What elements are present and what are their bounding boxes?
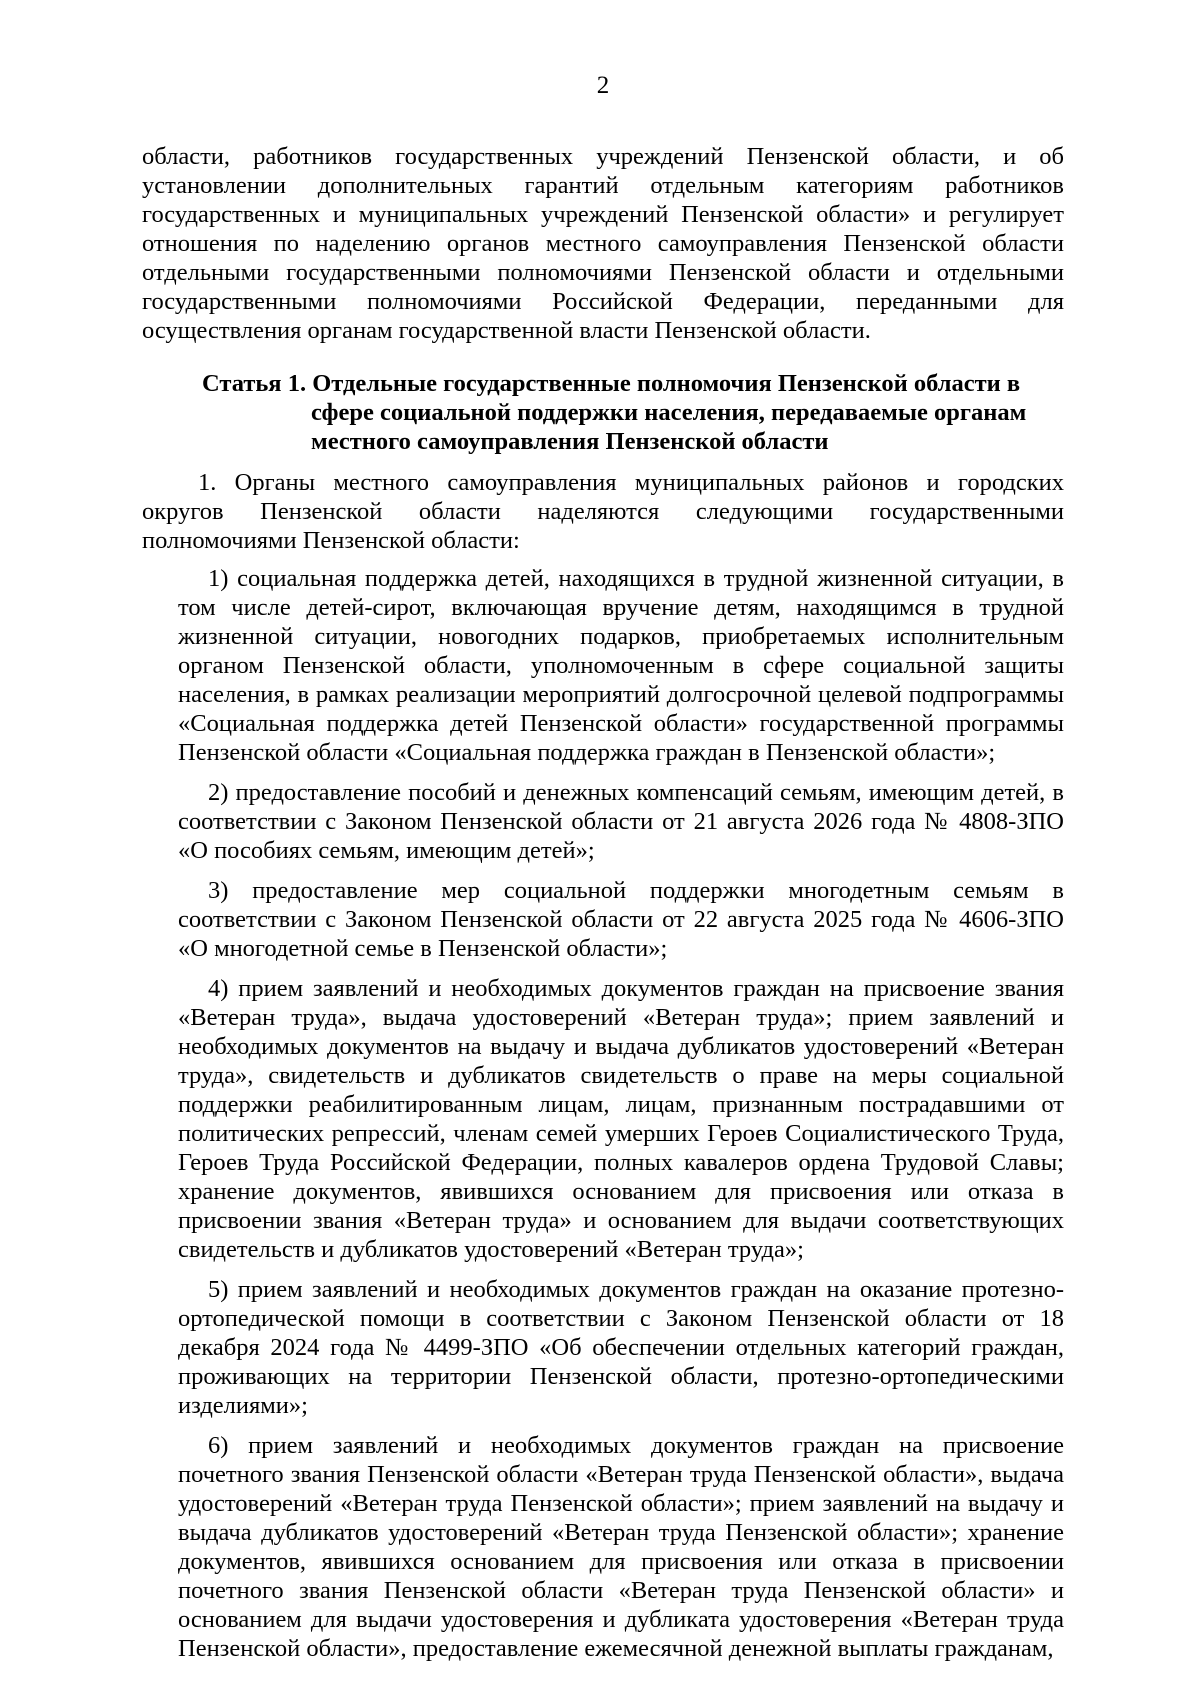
clause-1-paragraph: 1. Органы местного самоуправления муниципальных районов и городских округов Пензенской области наделяются следующими государственными полномочиями Пензенской области: — [142, 469, 1064, 554]
list-item-3: 3) предоставление мер социальной поддержки многодетным семьям в соответствии с Законом Пензенской области от 22 августа 2025 года № 4606-ЗПО «О многодетной семье в Пензенской области»; — [178, 877, 1064, 962]
article-heading-line-1: Статья 1. Отдельные государственные полномочия Пензенской области в — [202, 370, 1021, 397]
list-item-2: 2) предоставление пособий и денежных компенсаций семьям, имеющим детей, в соответствии с Законом Пензенской области от 21 августа 2026 года № 4808-ЗПО «О пособиях семьям, имеющим детей»; — [178, 779, 1064, 864]
list-item-4: 4) прием заявлений и необходимых документов граждан на присвоение звания «Ветеран труда», выдача удостоверений «Ветеран труда»; прием заявлений и необходимых документов на выдачу и выдача дубликатов удостоверений «Ветеран труда», свидетельств и дубликатов свидетельств о праве на меры социальной поддержки реабилитированным лицам, лицам, признанным пострадавшими от политических репрессий, членам семей умерших Героев Социалистического Труда, Героев Труда Российской Федерации, полных кавалеров ордена Трудовой Славы; хранение документов, явившихся основанием для присвоения или отказа в присвоении звания «Ветеран труда» и основанием для выдачи соответствующих свидетельств и дубликатов удостоверений «Ветеран труда»; — [178, 975, 1064, 1263]
article-heading-line-2: сфере социальной поддержки населения, передаваемые органам — [311, 399, 1027, 426]
document-page — [142, 72, 1064, 1674]
list-item-6: 6) прием заявлений и необходимых документов граждан на присвоение почетного звания Пензенской области «Ветеран труда Пензенской области», выдача удостоверений «Ветеран труда Пензенской области»; прием заявлений на выдачу и выдача дубликатов удостоверений «Ветеран труда Пензенской области»; хранение документов, явившихся основанием для присвоения или отказа в присвоении почетного звания Пензенской области «Ветеран труда Пензенской области» и основанием для выдачи удостоверения и дубликата удостоверения «Ветеран труда Пензенской области», предоставление ежемесячной денежной выплаты гражданам, — [178, 1432, 1064, 1662]
list-item-5: 5) прием заявлений и необходимых документов граждан на оказание протезно-ортопедической помощи в соответствии с Законом Пензенской области от 18 декабря 2024 года № 4499-ЗПО «Об обеспечении отдельных категорий граждан, проживающих на территории Пензенской области, протезно-ортопедическими изделиями»; — [178, 1276, 1064, 1419]
intro-paragraph: области, работников государственных учреждений Пензенской области, и об установлении дополнительных гарантий отдельным категориям работников государственных и муниципальных учреждений Пензенской области» и регулирует отношения по наделению органов местного самоуправления Пензенской области отдельными государственными полномочиями Пензенской области и отдельными государственными полномочиями Российской Федерации, переданными для осуществления органам государственной власти Пензенской области. — [142, 143, 1064, 344]
page-number: 2 — [596, 72, 610, 99]
list-item-1: 1) социальная поддержка детей, находящихся в трудной жизненной ситуации, в том числе детей-сирот, включающая вручение детям, находящимся в трудной жизненной ситуации, новогодних подарков, приобретаемых исполнительным органом Пензенской области, уполномоченным в сфере социальной защиты населения, в рамках реализации мероприятий долгосрочной целевой подпрограммы «Социальная поддержка детей Пензенской области» государственной программы Пензенской области «Социальная поддержка граждан в Пензенской области»; — [178, 565, 1064, 766]
article-heading — [142, 369, 1064, 456]
article-heading-line-3: местного самоуправления Пензенской области — [311, 428, 829, 455]
